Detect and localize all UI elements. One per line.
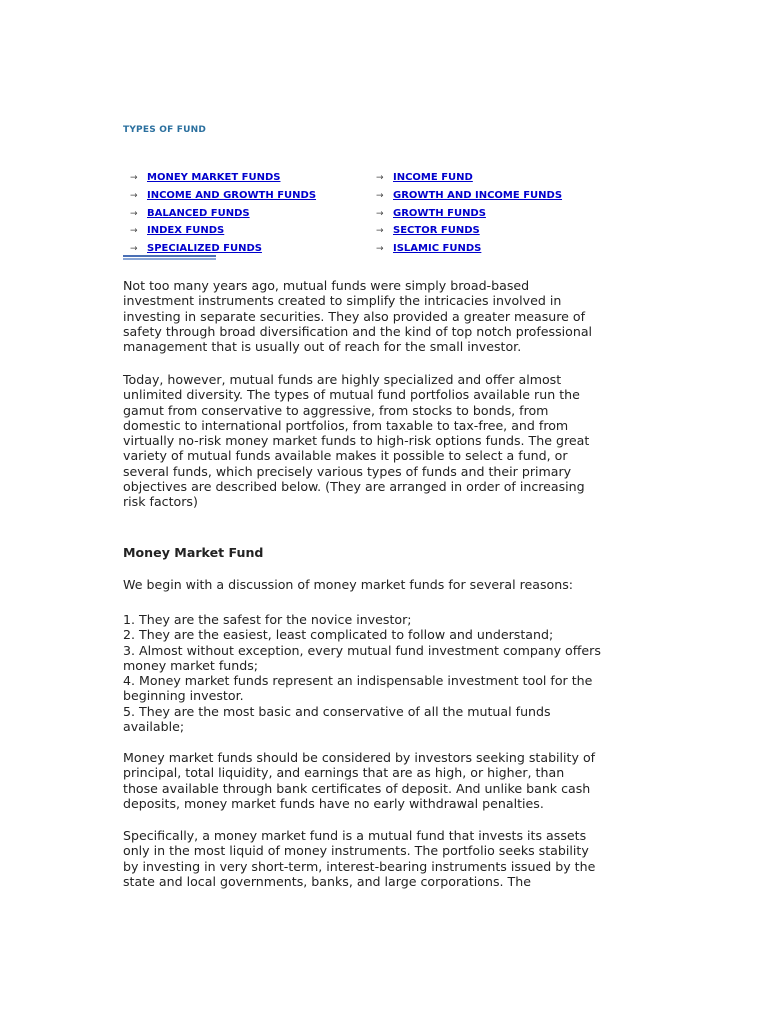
islamic-funds-link[interactable]: ISLAMIC FUNDS <box>393 243 482 255</box>
balanced-funds-link[interactable]: BALANCED FUNDS <box>147 207 250 219</box>
fund-link-item <box>376 169 606 187</box>
list-item: 5. They are the most basic and conservative of all the mutual funds available; <box>123 703 551 735</box>
money-market-intro: We begin with a discussion of money market funds for several reasons: <box>123 577 573 592</box>
money-market-funds-link[interactable]: MONEY MARKET FUNDS <box>147 172 281 183</box>
fund-link-item <box>376 222 606 240</box>
reasons-list <box>123 612 603 734</box>
fund-links-right-column <box>376 169 606 258</box>
arrow-right-icon: → <box>376 244 384 255</box>
fund-link-item <box>130 222 360 240</box>
list-item: 4. Money market funds represent an indispensable investment tool for the beginning investor. <box>123 673 593 704</box>
arrow-right-icon: → <box>130 190 138 201</box>
arrow-right-icon: → <box>376 190 384 201</box>
fund-link-item <box>376 205 606 223</box>
fund-link-item <box>130 187 360 205</box>
list-item: 2. They are the easiest, least complicated to follow and understand; <box>123 627 554 643</box>
arrow-right-icon: → <box>376 208 384 219</box>
arrow-right-icon: → <box>376 226 384 237</box>
intro-paragraph: Not too many years ago, mutual funds were simply broad-based investment instruments created to simplify the intricacies involved in investing in separate securities. They also provided a greater measure of safety through broad diversification and the kind of top notch professional management that is usually out of reach for the small investor. <box>123 278 593 355</box>
arrow-right-icon: → <box>130 208 138 219</box>
section-title: TYPES OF FUND <box>123 125 207 135</box>
growth-and-income-funds-link[interactable]: GROWTH AND INCOME FUNDS <box>393 189 563 201</box>
list-item: 3. Almost without exception, every mutual fund investment company offers money market funds; <box>123 642 601 673</box>
arrow-right-icon: → <box>130 244 138 255</box>
specialized-funds-link[interactable]: SPECIALIZED FUNDS <box>147 243 262 255</box>
fund-link-item <box>130 169 360 187</box>
decorative-divider <box>123 255 216 260</box>
sector-funds-link[interactable]: SECTOR FUNDS <box>393 225 480 237</box>
fund-link-item <box>376 187 606 205</box>
income-and-growth-funds-link[interactable]: INCOME AND GROWTH FUNDS <box>147 189 317 201</box>
arrow-right-icon: → <box>130 226 138 237</box>
growth-funds-link[interactable]: GROWTH FUNDS <box>393 207 486 219</box>
index-funds-link[interactable]: INDEX FUNDS <box>147 225 225 237</box>
fund-link-item <box>130 205 360 223</box>
money-market-fund-heading: Money Market Fund <box>123 545 264 560</box>
arrow-right-icon: → <box>130 173 138 183</box>
today-paragraph: Today, however, mutual funds are highly specialized and offer almost unlimited diversity. The types of mutual fund portfolios available run the gamut from conservative to aggressive, from stocks to bonds, from domestic to international portfolios, from taxable to tax-free, and from virtually no-risk money market funds to high-risk options funds. The great variety of mutual funds available makes it possible to select a fund, or several funds, which precisely various types of funds and their primary objectives are described below. (They are arranged in order of increasing risk factors) <box>123 372 590 510</box>
fund-link-item <box>376 240 606 258</box>
specifically-paragraph: Specifically, a money market fund is a mutual fund that invests its assets only in the most liquid of money instruments. The portfolio seeks stability by investing in very short-term, interest-bearing instruments issued by the state and local governments, banks, and large corporations. The <box>123 828 596 889</box>
stability-paragraph: Money market funds should be considered by investors seeking stability of principal, total liquidity, and earnings that are as high, or higher, than those available through bank certificates of deposit. And unlike bank cash deposits, money market funds have no early withdrawal penalties. <box>123 750 596 811</box>
arrow-right-icon: → <box>376 173 384 183</box>
fund-links-left-column <box>130 169 360 258</box>
income-fund-link[interactable]: INCOME FUND <box>393 172 473 183</box>
list-item: 1. They are the safest for the novice investor; <box>123 612 412 627</box>
